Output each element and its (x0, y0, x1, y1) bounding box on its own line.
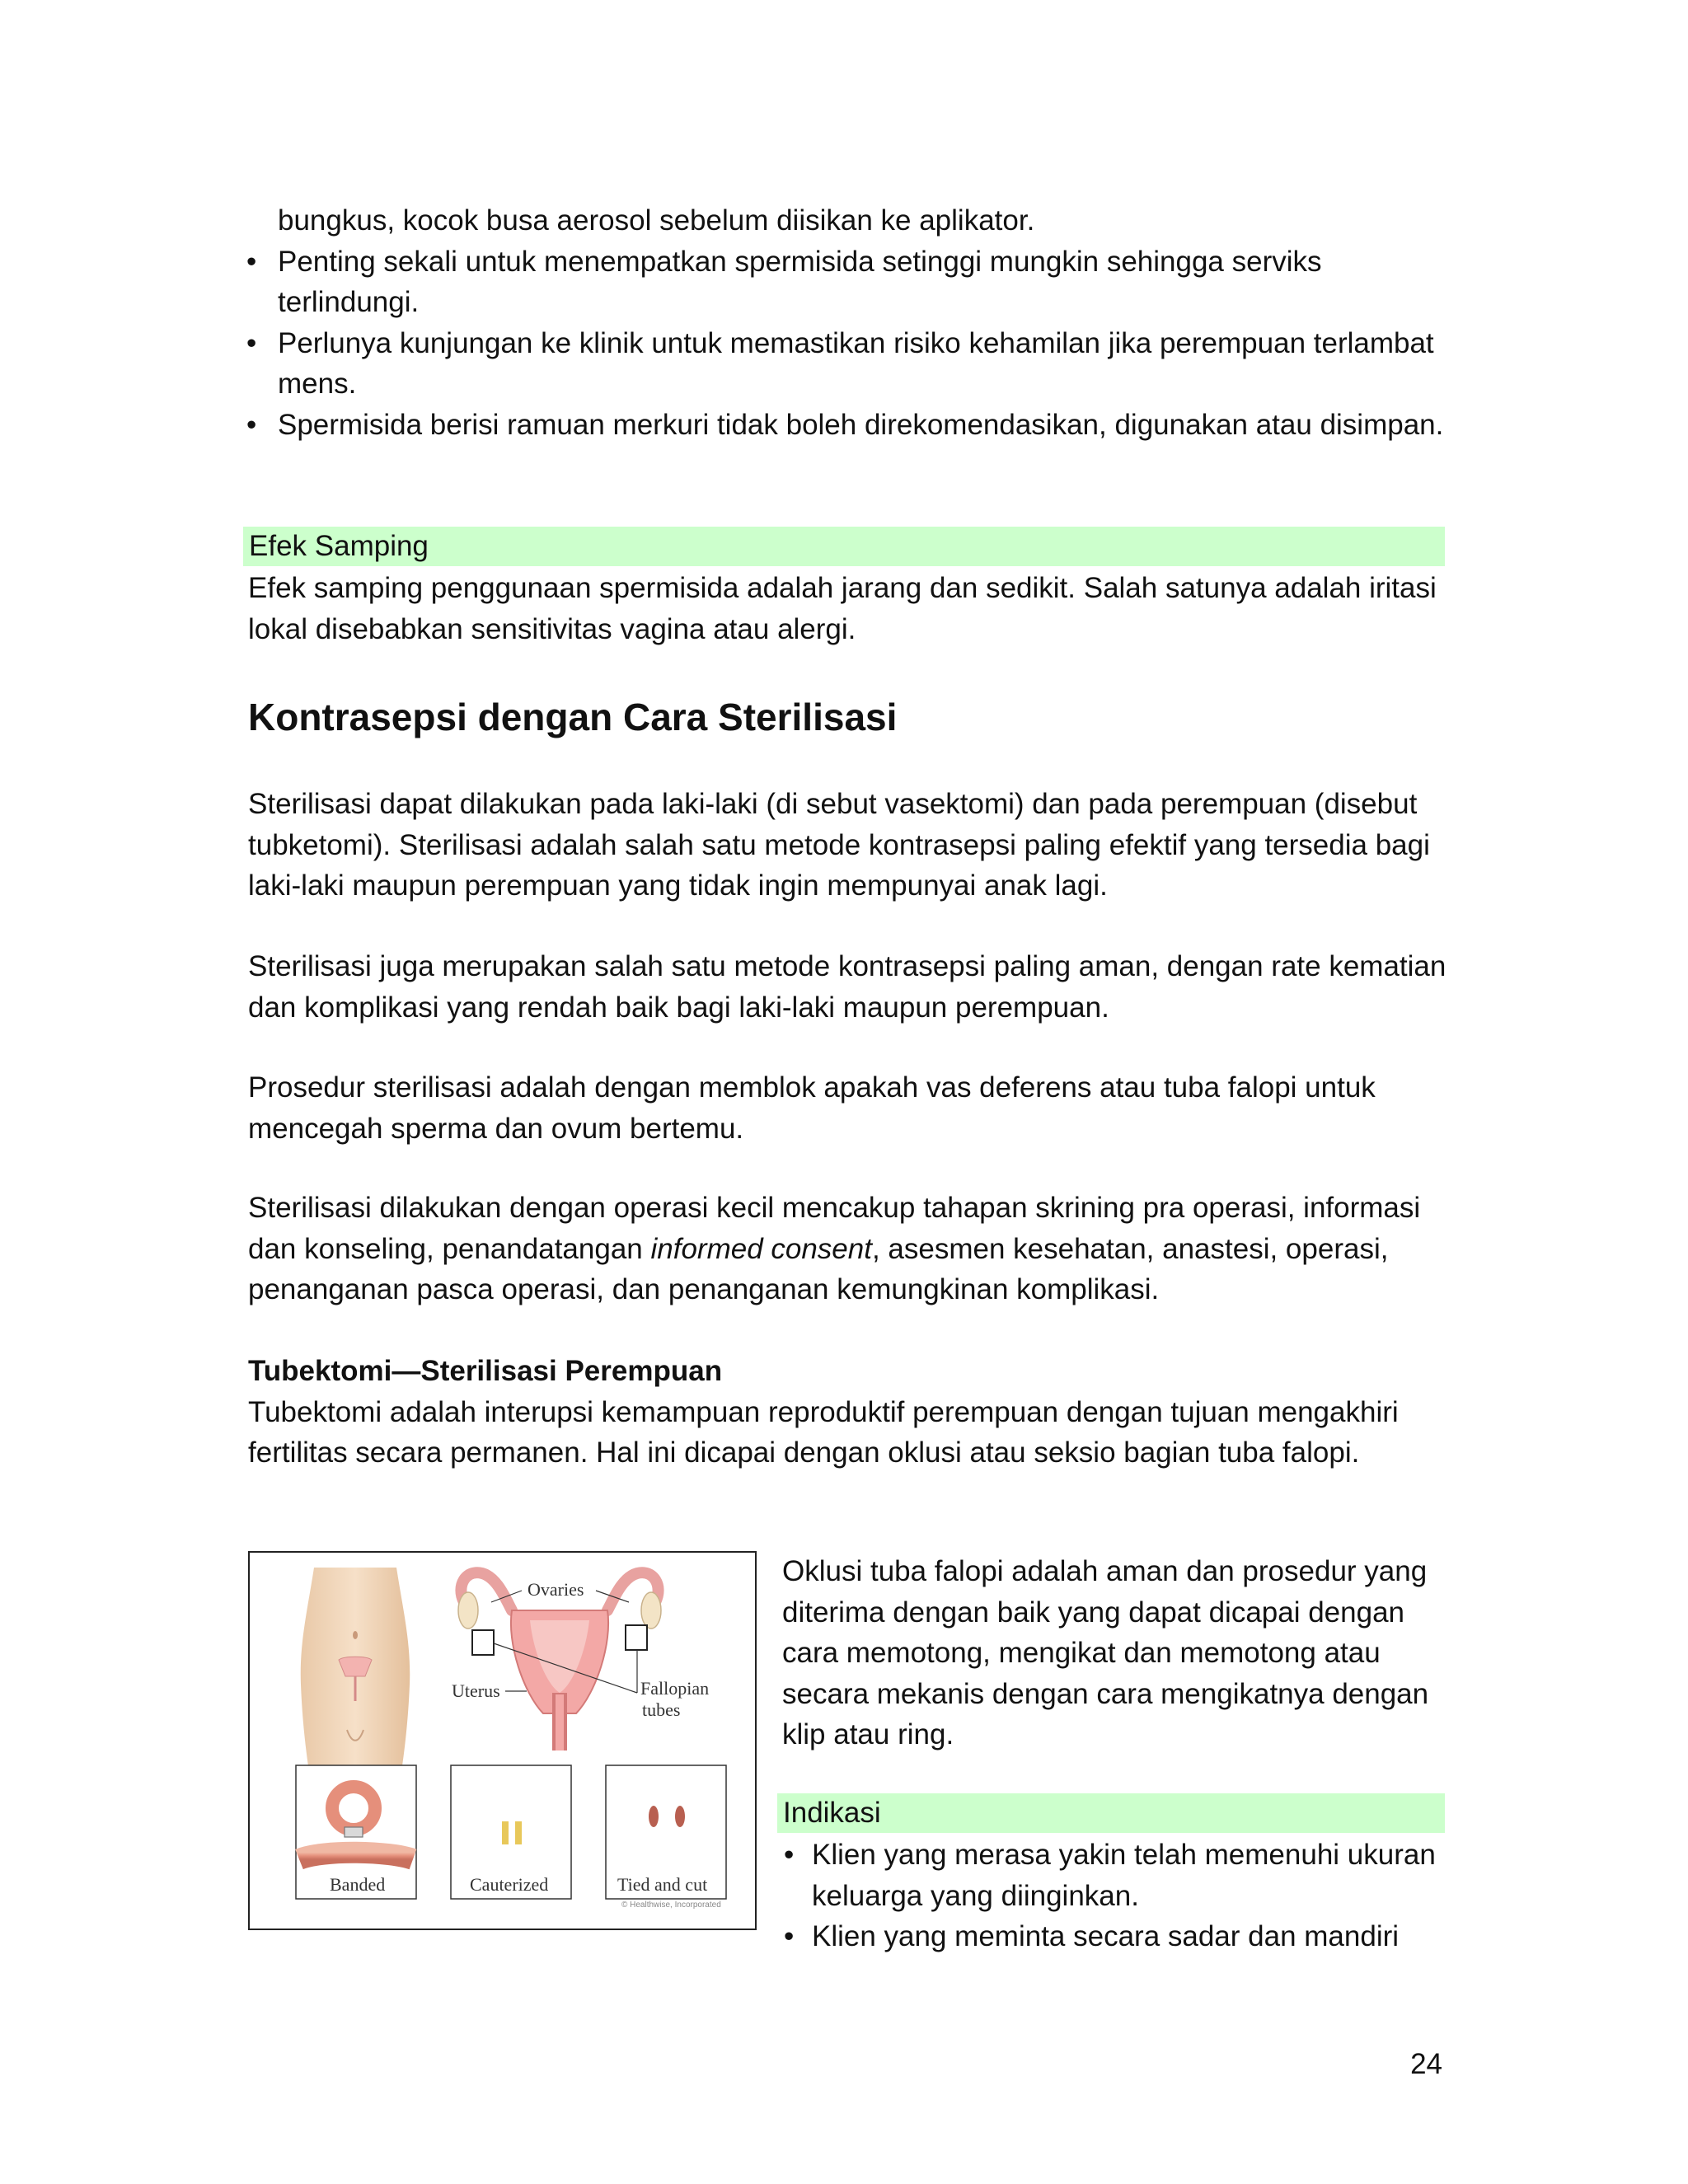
figure-copyright: © Healthwise, Incorporated (621, 1900, 721, 1910)
tubektomi-heading: Tubektomi—Sterilisasi Perempuan (248, 1355, 723, 1387)
oklusi-text: Oklusi tuba falopi adalah aman dan prosedur yang diterima dengan baik yang dapat dicapai dengan cara memotong, mengikat dan memotong atau secara mekanis dengan cara mengikatnya dengan klip atau ring. (782, 1555, 1429, 1750)
efek-samping-text: Efek samping penggunaan spermisida adalah jarang dan sedikit. Salah satunya adalah iritasi lokal disebabkan sensitivitas vagina atau alergi. (248, 572, 1437, 645)
bullet-continuation: bungkus, kocok busa aerosol sebelum diisikan ke aplikator. (278, 204, 1035, 237)
paragraph-sterilisasi-1: Sterilisasi dapat dilakukan pada laki-laki (di sebut vasektomi) dan pada perempuan (disebut tubketomi). Sterilisasi adalah salah satu metode kontrasepsi paling efektif yang tersedia bagi laki-laki maupun perempuan yang tidak ingin mempunyai anak lagi. (248, 788, 1430, 902)
bullet-item: • Penting sekali untuk menempatkan spermisida setinggi mungkin sehingga serviks terlindungi. (243, 241, 1447, 323)
section-title: Kontrasepsi dengan Cara Sterilisasi (248, 696, 898, 738)
bullet-item: • Perlunya kunjungan ke klinik untuk memastikan risiko kehamilan jika perempuan terlambat mens. (243, 323, 1447, 405)
tubektomi-block (248, 1351, 1451, 1474)
uterus-diagram (452, 1572, 709, 1750)
tubektomi-text: Tubektomi adalah interupsi kemampuan reproduktif perempuan dengan tujuan mengakhiri fertilitas secara permanen. Hal ini dicapai dengan oklusi atau seksio bagian tuba falopi. (248, 1395, 1399, 1469)
paragraph-4-part-b: , asesmen kesehatan, anastesi, operasi, penanganan pasca operasi, dan penanganan kemungkinan komplikasi. (248, 1232, 1389, 1305)
method-panel-cauterized (451, 1765, 571, 1899)
label-banded: Banded (330, 1874, 386, 1895)
paragraph-sterilisasi-4 (248, 1188, 1451, 1310)
label-uterus: Uterus (452, 1680, 500, 1701)
informed-consent-term: informed consent (650, 1232, 872, 1265)
indikasi-heading: Indikasi (777, 1793, 1445, 1833)
label-ovaries: Ovaries (528, 1579, 584, 1600)
tubal-ligation-illustration (250, 1553, 754, 1928)
indikasi-list (779, 1835, 1455, 1957)
paragraph-4-part-a: Sterilisasi dilakukan dengan operasi kecil mencakup tahapan skrining pra operasi, informasi dan konseling, penandatangan (248, 1192, 1421, 1265)
label-tied-and-cut: Tied and cut (617, 1874, 708, 1895)
method-panel-banded (296, 1765, 416, 1899)
tubal-ligation-figure (248, 1551, 757, 1930)
paragraph-sterilisasi-2: Sterilisasi juga merupakan salah satu metode kontrasepsi paling aman, dengan rate kematian dan komplikasi yang rendah baik bagi laki-laki maupun perempuan. (248, 950, 1447, 1024)
paragraph-sterilisasi-3: Prosedur sterilisasi adalah dengan memblok apakah vas deferens atau tuba falopi untuk mencegah sperma dan ovum bertemu. (248, 1071, 1376, 1145)
label-cauterized: Cauterized (470, 1874, 549, 1895)
method-panel-tied-and-cut (606, 1765, 726, 1910)
bullet-list-top (243, 200, 1447, 445)
indikasi-item: • Klien yang merasa yakin telah memenuhi ukuran keluarga yang diinginkan. (779, 1835, 1455, 1916)
indikasi-item: • Klien yang meminta secara sadar dan mandiri (779, 1916, 1455, 1957)
efek-samping-heading: Efek Samping (243, 527, 1445, 566)
page-number: 24 (1410, 2048, 1442, 2080)
label-fallopian-1: Fallopian (640, 1678, 710, 1699)
bullet-item: • Spermisida berisi ramuan merkuri tidak boleh direkomendasikan, digunakan atau disimpan. (243, 405, 1447, 446)
label-fallopian-2: tubes (642, 1699, 681, 1720)
